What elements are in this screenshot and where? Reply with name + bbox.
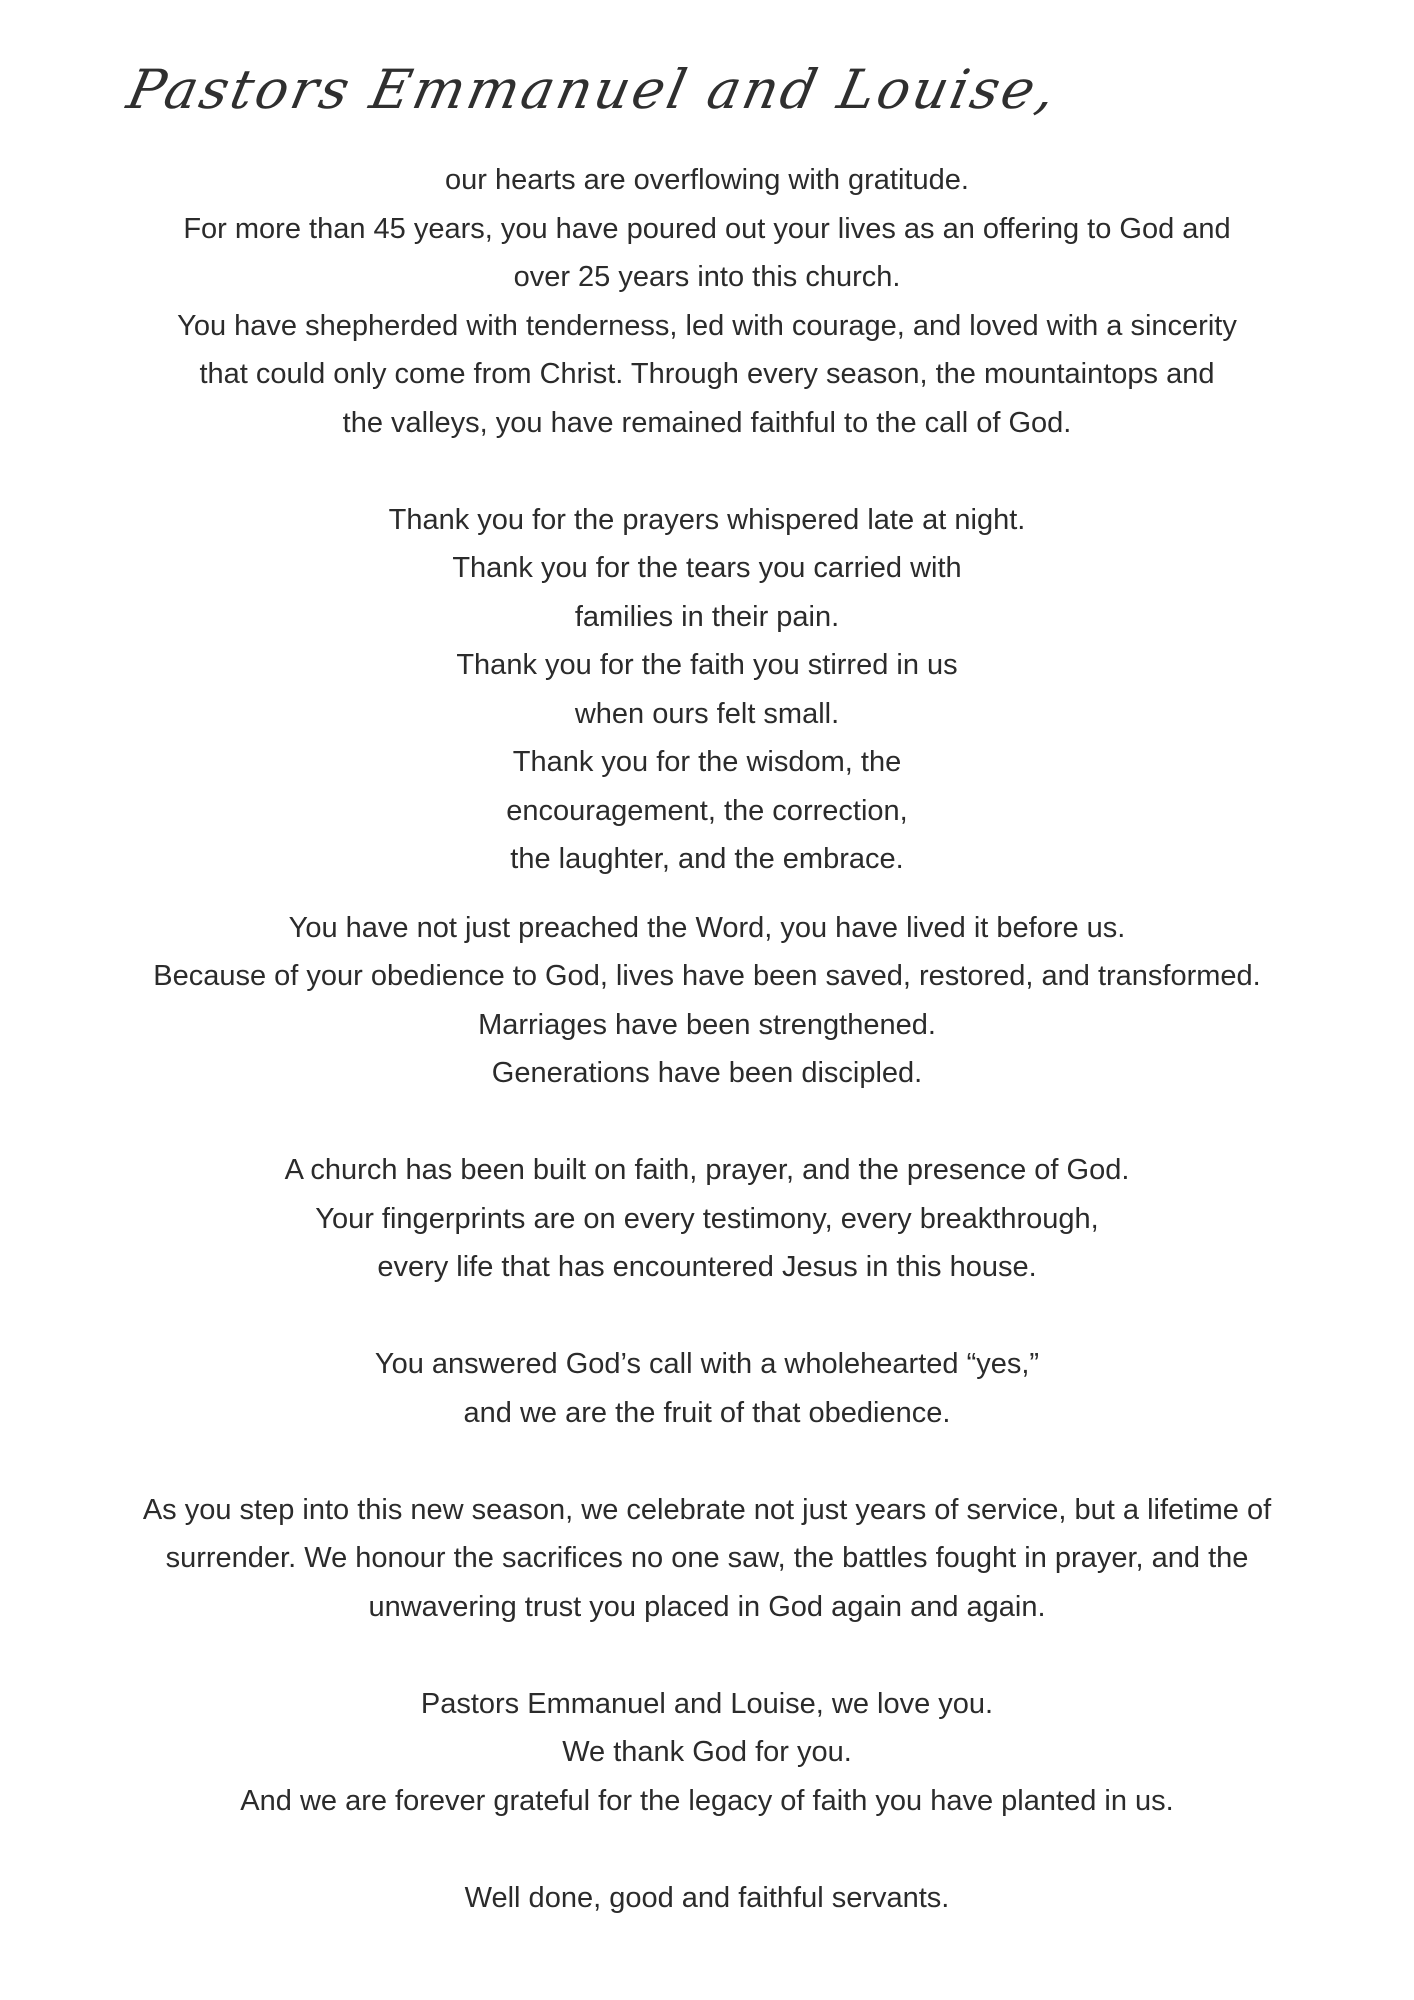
text-line: A church has been built on faith, prayer, and the presence of God. [284,1154,1130,1186]
text-line: Generations have been discipled. [491,1057,923,1089]
text-line: the valleys, you have remained faithful to the call of God. [342,406,1072,439]
text-line: You answered God’s call with a wholehearted “yes,” [374,1348,1040,1380]
text-line: You have not just preached the Word, you have lived it before us. [288,911,1126,944]
paragraph-church-built [0,1146,1414,1292]
letter-body [0,156,1414,1922]
text-line: Your fingerprints are on every testimony, every breakthrough, [315,1202,1099,1235]
text-line: Marriages have been strengthened. [478,1008,936,1041]
paragraph-lived-word [0,904,1414,1098]
text-line: and we are the fruit of that obedience. [463,1396,951,1429]
text-line: Thank you for the faith you stirred in us [456,649,958,681]
text-line: We thank God for you. [562,1736,852,1768]
paragraph-spacer [0,1437,1414,1486]
text-line: every life that has encountered Jesus in this house. [377,1251,1037,1283]
text-line: our hearts are overflowing with gratitude. [445,164,969,196]
text-line: over 25 years into this church. [513,261,901,293]
paragraph-answered-call [0,1340,1414,1437]
text-line: You have shepherded with tenderness, led with courage, and loved with a sincerity [177,309,1237,342]
text-line: For more than 45 years, you have poured out your lives as an offering to God and [183,212,1231,245]
paragraph-spacer [0,884,1414,904]
text-line: unwavering trust you placed in God again and again. [368,1590,1046,1623]
text-line: families in their pain. [574,600,840,633]
paragraph-spacer [0,1098,1414,1147]
paragraph-gratitude [0,156,1414,447]
text-line: Thank you for the prayers whispered late at night. [388,503,1026,536]
paragraph-spacer [0,447,1414,496]
text-line: And we are forever grateful for the legacy of faith you have planted in us. [240,1784,1174,1817]
paragraph-spacer [0,1631,1414,1680]
closing-line: Well done, good and faithful servants. [464,1881,950,1914]
text-line: encouragement, the correction, [506,794,908,827]
text-line: the laughter, and the embrace. [510,843,904,875]
paragraph-thank-you [0,496,1414,884]
text-line: Pastors Emmanuel and Louise, we love you. [420,1687,994,1720]
paragraph-spacer [0,1292,1414,1341]
paragraph-spacer [0,1825,1414,1874]
text-line: when ours felt small. [574,697,840,730]
text-line: Because of your obedience to God, lives have been saved, restored, and transformed. [153,960,1261,992]
text-line: Thank you for the wisdom, the [512,746,902,778]
paragraph-new-season [0,1486,1414,1632]
text-line: that could only come from Christ. Through every season, the mountaintops and [199,358,1215,390]
paragraph-we-love-you [0,1680,1414,1826]
paragraph-closing [0,1874,1414,1923]
text-line: As you step into this new season, we celebrate not just years of service, but a lifetime of [142,1493,1272,1526]
greeting-heading: Pastors Emmanuel and Louise, [122,58,1065,121]
text-line: surrender. We honour the sacrifices no one saw, the battles fought in prayer, and the [165,1542,1249,1574]
text-line: Thank you for the tears you carried with [452,552,962,584]
